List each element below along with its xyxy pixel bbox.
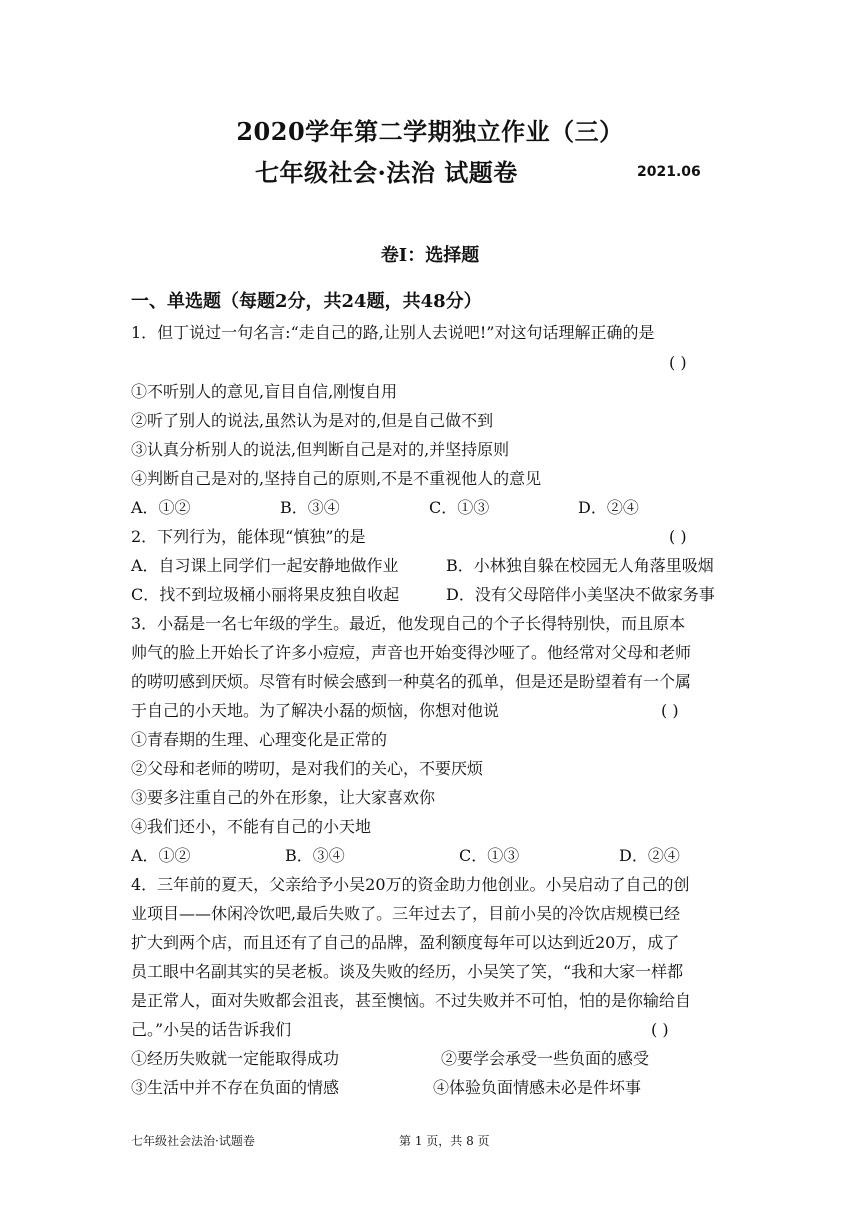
q1-choice-a: A．①② xyxy=(131,498,191,517)
q1-choice-d: D．②④ xyxy=(578,498,639,517)
answer-paren: ( ) xyxy=(661,701,679,720)
answer-paren: ( ) xyxy=(669,527,687,546)
question-2-stem: 2．下列行为，能体现“慎独”的是 xyxy=(131,527,366,546)
question-3-stem-line-4: 于自己的小天地。为了解决小磊的烦恼，你想对他说 xyxy=(131,701,500,720)
exam-title: 2020学年第二学期独立作业（三） xyxy=(236,117,624,146)
question-4-stem-line-4: 员工眼中名副其实的吴老板。谈及失败的经历，小吴笑了笑，“我和大家一样都 xyxy=(131,962,684,981)
q3-choice-b: B．③④ xyxy=(285,846,345,865)
part-title: 卷Ⅰ：选择题 xyxy=(380,245,480,266)
q2-choice-c: C．找不到垃圾桶小丽将果皮独自收起 xyxy=(131,585,400,604)
exam-subtitle: 七年级社会·法治 试题卷 xyxy=(255,158,518,187)
question-3-stem-line-2: 帅气的脸上开始长了许多小痘痘，声音也开始变得沙哑了。他经常对父母和老师 xyxy=(131,643,692,662)
question-4-stem-line-5: 是正常人，面对失败都会沮丧，甚至懊恼。不过失败并不可怕，怕的是你输给自 xyxy=(131,991,692,1010)
q3-choice-d: D．②④ xyxy=(619,846,680,865)
question-4-stem-line-3: 扩大到两个店，而且还有了自己的品牌，盈利额度每年可以达到近20万，成了 xyxy=(131,933,680,952)
q1-item-1: ①不听别人的意见,盲目自信,刚愎自用 xyxy=(131,382,398,401)
answer-paren: ( ) xyxy=(669,353,687,372)
q1-choice-c: C．①③ xyxy=(429,498,490,517)
q1-item-3: ③认真分析别人的说法,但判断自己是对的,并坚持原则 xyxy=(131,440,510,459)
question-4-stem-line-1: 4．三年前的夏天，父亲给予小吴20万的资金助力他创业。小吴启动了自己的创 xyxy=(131,875,690,894)
question-1-stem: 1．但丁说过一句名言:“走自己的路,让别人去说吧!”对这句话理解正确的是 xyxy=(131,323,655,342)
question-4-stem-line-6: 己。”小吴的话告诉我们 xyxy=(131,1020,292,1039)
q3-choice-c: C．①③ xyxy=(459,846,520,865)
q3-item-3: ③要多注重自己的外在形象，让大家喜欢你 xyxy=(131,788,436,807)
question-3-stem-line-3: 的唠叨感到厌烦。尽管有时候会感到一种莫名的孤单，但是还是盼望着有一个属 xyxy=(131,672,692,691)
question-4-stem-line-2: 业项目——休闲冷饮吧,最后失败了。三年过去了，目前小吴的冷饮店规模已经 xyxy=(131,904,681,923)
q3-item-4: ④我们还小，不能有自己的小天地 xyxy=(131,817,372,836)
q4-item-3: ③生活中并不存在负面的情感 xyxy=(131,1078,340,1097)
question-3-stem-line-1: 3．小磊是一名七年级的学生。最近，他发现自己的个子长得特别快，而且原本 xyxy=(131,614,686,633)
q1-item-4: ④判断自己是对的,坚持自己的原则,不是不重视他人的意见 xyxy=(131,469,542,488)
q2-choice-b: B．小林独自躲在校园无人角落里吸烟 xyxy=(446,556,714,575)
q3-choice-a: A．①② xyxy=(131,846,191,865)
page-number: 第 1 页，共 8 页 xyxy=(399,1134,490,1148)
footer-left: 七年级社会法治·试题卷 xyxy=(131,1134,255,1148)
q2-choice-d: D．没有父母陪伴小美坚决不做家务事 xyxy=(446,585,715,604)
section-title: 一、单选题（每题2分，共24题，共48分） xyxy=(131,291,482,312)
q4-item-1: ①经历失败就一定能取得成功 xyxy=(131,1049,340,1068)
q3-item-1: ①青春期的生理、心理变化是正常的 xyxy=(131,730,388,749)
q2-choice-a: A．自习课上同学们一起安静地做作业 xyxy=(131,556,399,575)
q1-choice-b: B．③④ xyxy=(280,498,340,517)
answer-paren: ( ) xyxy=(651,1020,669,1039)
exam-date: 2021.06 xyxy=(637,164,701,180)
q4-item-2: ②要学会承受一些负面的感受 xyxy=(441,1049,650,1068)
q3-item-2: ②父母和老师的唠叨，是对我们的关心，不要厌烦 xyxy=(131,759,484,778)
q4-item-4: ④体验负面情感未必是件坏事 xyxy=(433,1078,642,1097)
q1-item-2: ②听了别人的说法,虽然认为是对的,但是自己做不到 xyxy=(131,411,494,430)
